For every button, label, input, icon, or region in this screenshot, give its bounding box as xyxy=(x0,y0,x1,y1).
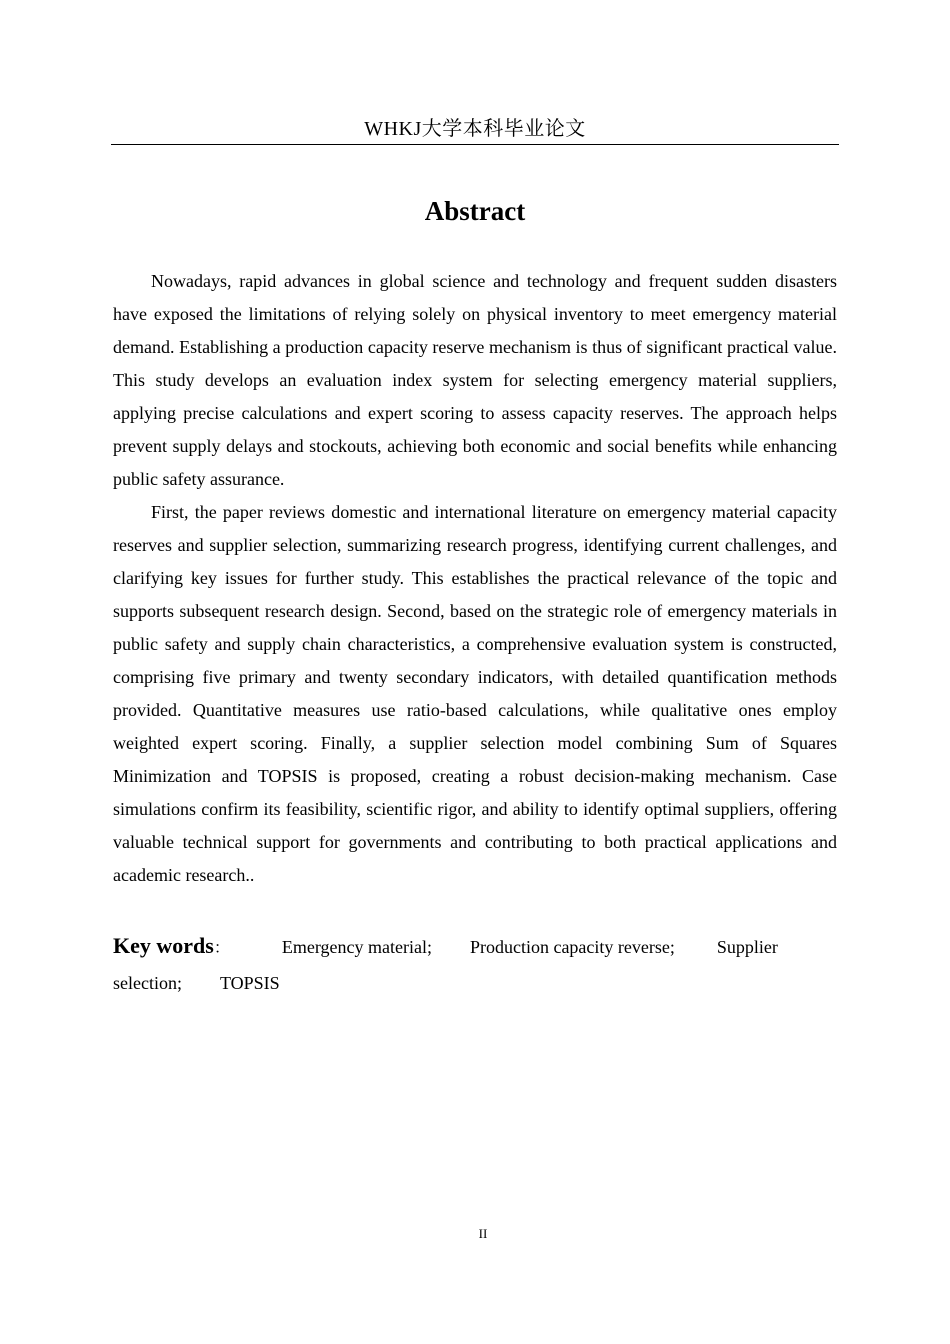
keywords-section xyxy=(113,928,837,1001)
page-title: Abstract xyxy=(424,196,526,226)
abstract-paragraph-1: Nowadays, rapid advances in global science and technology and frequent sudden disasters have exposed the limitations of relying solely on physical inventory to meet emergency material demand. Establishing a production capacity reserve mechanism is thus of significant practical value. This study develops an evaluation index system for selecting emergency material suppliers, applying precise calculations and expert scoring to assess capacity reserves. The approach helps prevent supply delays and stockouts, achieving both economic and social benefits while enhancing public safety assurance. xyxy=(113,271,837,489)
keyword-item: Supplier xyxy=(716,937,778,957)
keyword-item: Emergency material; xyxy=(281,937,432,957)
abstract-paragraph-2: First, the paper reviews domestic and international literature on emergency material capacity reserves and supplier selection, summarizing research progress, identifying current challenges, and clarifying key issues for further study. This establishes the practical relevance of the topic and supports subsequent research design. Second, based on the strategic role of emergency materials in public safety and supply chain characteristics, a comprehensive evaluation system is constructed, comprising five primary and twenty secondary indicators, with detailed quantification methods provided. Quantitative measures use ratio-based calculations, while qualitative ones employ weighted expert scoring. Finally, a supplier selection model combining Sum of Squares Minimization and TOPSIS is proposed, creating a robust decision-making mechanism. Case simulations confirm its feasibility, scientific rigor, and ability to identify optimal suppliers, offering valuable technical support for governments and contributing to both practical applications and academic research.. xyxy=(113,502,837,885)
page-number: II xyxy=(478,1226,488,1241)
abstract-body xyxy=(113,265,837,892)
keyword-item: TOPSIS xyxy=(219,973,280,993)
keyword-item: Production capacity reverse; xyxy=(469,937,675,957)
running-header: WHKJ大学本科毕业论文 xyxy=(364,118,586,140)
keywords-label: Key words： xyxy=(113,933,230,958)
keywords-continuation: selection; TOPSIS xyxy=(113,966,837,1001)
header-divider xyxy=(111,144,839,145)
